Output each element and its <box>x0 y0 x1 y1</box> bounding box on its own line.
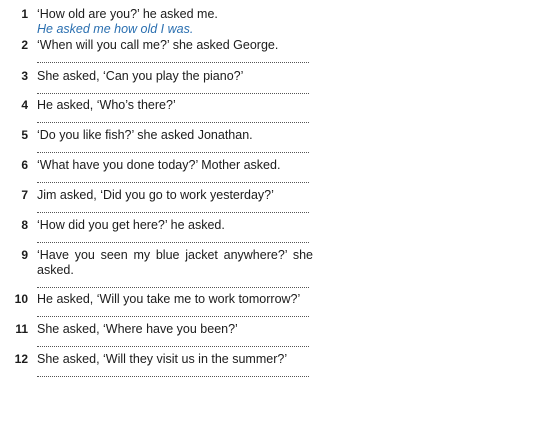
example-answer: He asked me how old I was. <box>37 22 194 36</box>
answer-line[interactable] <box>37 182 309 183</box>
item-number: 10 <box>14 292 28 306</box>
item-prompt: He asked, ‘Who’s there?’ <box>37 98 176 112</box>
answer-line[interactable] <box>37 316 309 317</box>
exercise-item-5 <box>0 128 330 156</box>
exercise-item-9 <box>0 248 330 291</box>
answer-line[interactable] <box>37 242 309 243</box>
item-number: 9 <box>21 248 28 262</box>
answer-line[interactable] <box>37 152 309 153</box>
item-prompt: ‘How did you get here?’ he asked. <box>37 218 225 232</box>
exercise-item-6 <box>0 158 330 186</box>
answer-line[interactable] <box>37 62 309 63</box>
answer-line[interactable] <box>37 212 309 213</box>
exercise-item-10 <box>0 292 330 320</box>
item-prompt: She asked, ‘Where have you been?’ <box>37 322 238 336</box>
item-number: 6 <box>21 158 28 172</box>
item-number: 11 <box>15 322 28 336</box>
item-prompt: ‘How old are you?’ he asked me. <box>37 7 218 21</box>
item-number: 2 <box>21 38 28 52</box>
exercise-item-8 <box>0 218 330 246</box>
exercise-item-2 <box>0 38 330 66</box>
item-prompt: ‘Do you like fish?’ she asked Jonathan. <box>37 128 253 142</box>
exercise-item-11 <box>0 322 330 350</box>
answer-line[interactable] <box>37 287 309 288</box>
item-prompt: She asked, ‘Can you play the piano?’ <box>37 69 244 83</box>
item-prompt: ‘When will you call me?’ she asked George. <box>37 38 279 52</box>
item-number: 7 <box>21 188 28 202</box>
item-number: 8 <box>21 218 28 232</box>
answer-line[interactable] <box>37 346 309 347</box>
item-number: 3 <box>21 69 28 83</box>
item-prompt: ‘Have you seen my blue jacket anywhere?’ she asked. <box>37 248 313 277</box>
answer-line[interactable] <box>37 122 309 123</box>
answer-line[interactable] <box>37 376 309 377</box>
item-number: 5 <box>21 128 28 142</box>
item-prompt: ‘What have you done today?’ Mother asked. <box>37 158 281 172</box>
item-prompt: She asked, ‘Will they visit us in the summer?’ <box>37 352 288 366</box>
answer-line[interactable] <box>37 93 309 94</box>
item-prompt: Jim asked, ‘Did you go to work yesterday?’ <box>37 188 274 202</box>
item-number: 12 <box>14 352 28 366</box>
exercise-item-3 <box>0 69 330 97</box>
item-number: 4 <box>21 98 28 112</box>
exercise-item-1-example <box>0 7 330 37</box>
item-prompt: He asked, ‘Will you take me to work tomorrow?’ <box>37 292 301 306</box>
item-number: 1 <box>21 7 28 21</box>
exercise-item-4 <box>0 98 330 126</box>
exercise-item-7 <box>0 188 330 216</box>
exercise-item-12 <box>0 352 330 380</box>
